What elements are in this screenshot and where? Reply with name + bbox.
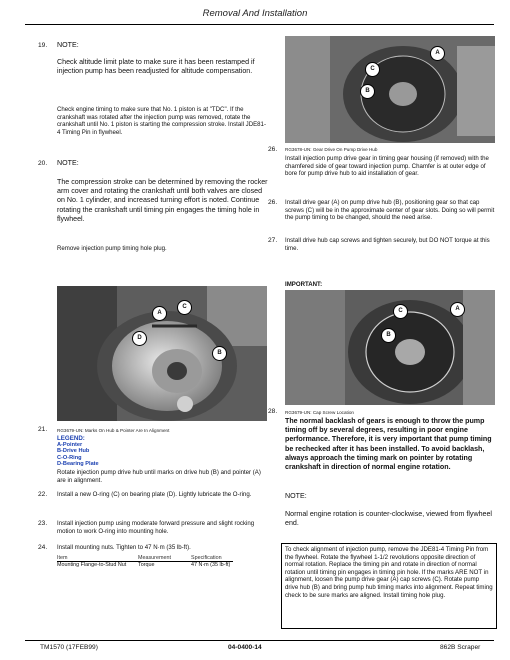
spec-header-measurement: Measurement [138, 555, 191, 562]
legend-title: LEGEND: [57, 435, 85, 442]
step-28-number: 28. [268, 408, 278, 415]
photo-callout-c: C [177, 300, 192, 315]
alignment-check-box [281, 543, 497, 629]
spec-header-item: Item [57, 555, 138, 562]
legend-list [57, 442, 99, 468]
step-23-text: Install injection pump using moderate forward pressure and slight rocking motion to work O-ring into mounting hole. [57, 520, 255, 535]
step-19-note-text: Check altitude limit plate to make sure it has been restamped if injection pump has been readjusted for altitude compensation. [57, 58, 255, 76]
step-19-note-label: NOTE: [57, 41, 79, 49]
legend-item: A-Pointer [57, 442, 83, 448]
step-20-note-label: NOTE: [57, 159, 79, 167]
step-23-number: 23. [38, 520, 48, 527]
important-text: The normal backlash of gears is enough to throw the pump timing off by several degrees, resulting in poor engine performance. Therefore, it is very important that pump timing be rechecked after it has been installed. To avoid backlash, always approach the timing mark on pointer by rotating crankshaft in direction of normal engine rotation. [285, 417, 492, 472]
page-header-title: Removal And Installation [202, 8, 308, 19]
legend-item: D-Bearing Plate [57, 461, 99, 468]
step-26-caption: RG3678-UN: Gear Drive On Pump Drive Hub [285, 147, 378, 152]
step-20-text: Remove injection pump timing hole plug. [57, 245, 167, 252]
legend-item: C-O-Ring [57, 454, 82, 461]
photo-callout-b: B [360, 84, 375, 99]
pump-drive-hub-photo [57, 286, 267, 421]
step-20-note-text: The compression stroke can be determined by removing the rocker arm cover and rotating the crankshaft until both valves are closed on No. 1 cylinder, and increased turning effort is noted. Continue rotating the crankshaft until timing pin engages the timing hole in flywheel. [57, 178, 268, 223]
step-19-number: 19. [38, 42, 48, 49]
step-26b-number: 26. [268, 199, 278, 206]
photo-callout-b: B [381, 328, 396, 343]
step-27-text: Install drive hub cap screws and tighten securely, but DO NOT torque at this time. [285, 237, 490, 252]
footer-page-number: 04-0400-14 [228, 644, 262, 651]
step-24-number: 24. [38, 544, 48, 551]
spec-cell: Torque [138, 562, 155, 568]
step-21-text: Rotate injection pump drive hub until marks on drive hub (B) and pointer (A) are in alignment. [57, 469, 261, 484]
step-28-note-text: Normal engine rotation is counter-clockwise, viewed from flywheel end. [285, 510, 492, 528]
step-26-text: Install injection pump drive gear in timing gear housing (if removed) with the chamfered side of gear toward injection pump. Chamfer is at outer edge of bore for pump drive hub to aid installation of gear. [285, 155, 489, 178]
spec-cell: 47 N·m (35 lb-ft) [191, 562, 231, 568]
step-21-caption: RG3679-UN: Marks On Hub & Pointer Are In Alignment [57, 428, 170, 433]
step-27-number: 27. [268, 237, 278, 244]
step-19-text: Check engine timing to make sure that No. 1 piston is at "TDC". If the crankshaft was rotated after the injection pump was removed, rotate the crankshaft until No. 1 piston is starting the compression stroke. Install JDE81-4 Timing Pin in flywheel. [57, 106, 266, 136]
step-28-note-label: NOTE: [285, 492, 307, 500]
step-24-text: Install mounting nuts. Tighten to 47 N·m (35 lb-ft). [57, 544, 191, 551]
step-22-text: Install a new O-ring (C) on bearing plate (D). Lightly lubricate the O-ring. [57, 491, 252, 498]
alignment-check-text: To check alignment of injection pump, remove the JDE81-4 Timing Pin from the flywheel. Rotate the flywheel 1-1/2 revolutions opposite direction of normal rotation. Replace the timing pin and rotate in direction of normal rotation until timing pin engages in timing pin hole. If the marks ARE NOT in alignment, loosen the pump drive gear (A) cap screws (C). Rotate pump drive hub (B) and bring pump hub timing marks into alignment. Repeat timing check to be sure marks are aligned. Install timing hole plug. [285, 546, 493, 599]
photo-callout-a: A [152, 306, 167, 321]
photo-callout-c: C [365, 62, 380, 77]
legend-item: B-Drive Hub [57, 448, 90, 455]
photo-callout-b: B [212, 346, 227, 361]
spec-header-specification: Specification [191, 555, 233, 562]
important-label: IMPORTANT: [285, 281, 323, 288]
footer-doc-id: TM1570 (17FEB99) [40, 644, 98, 651]
step-26-number: 26. [268, 146, 278, 153]
step-28-caption: RG3679-UN: Cap Screw Location [285, 410, 354, 415]
spec-cell: Mounting Flange-to-Stud Nut [57, 562, 127, 568]
gear-drive-photo [285, 36, 495, 143]
torque-spec-table [57, 555, 233, 568]
photo-callout-c: C [393, 304, 408, 319]
cap-screw-photo [285, 290, 495, 405]
photo-callout-d: D [132, 331, 147, 346]
step-22-number: 22. [38, 491, 48, 498]
header-rule [25, 24, 494, 25]
photo-callout-a: A [430, 46, 445, 61]
footer-rule [25, 640, 494, 641]
footer-model: 862B Scraper [440, 644, 481, 651]
photo-callout-a: A [450, 302, 465, 317]
step-20-number: 20. [38, 160, 48, 167]
step-26b-text: Install drive gear (A) on pump drive hub (B), positioning gear so that cap screws (C) will be in the approximate center of gear slots. Doing so will permit the pump timing to be changed, should the need arise. [285, 199, 495, 222]
step-21-number: 21. [38, 426, 48, 433]
